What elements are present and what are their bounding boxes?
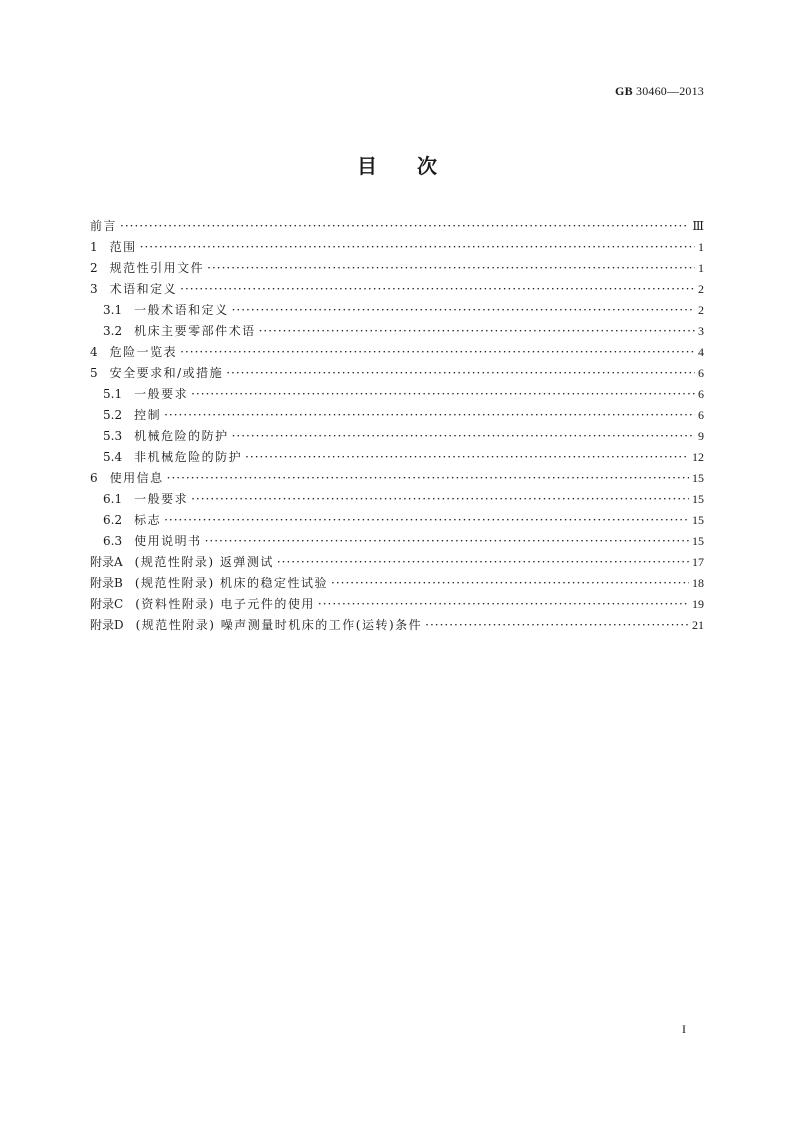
toc-entry-page: 2 xyxy=(698,303,704,317)
toc-entry-page: 21 xyxy=(692,618,704,632)
toc-entry-number: 1 xyxy=(90,240,98,254)
standard-code xyxy=(615,84,704,99)
dot-leader xyxy=(140,237,695,258)
toc-entry-title: (规范性附录) 噪声测量时机床的工作(运转)条件 xyxy=(135,618,423,632)
dot-leader xyxy=(164,405,695,426)
toc-entry-title: 前言 xyxy=(90,219,118,233)
toc-entry-number: 附录D xyxy=(90,618,124,632)
dot-leader xyxy=(207,258,695,279)
toc-entry-page: 1 xyxy=(698,240,704,254)
toc-entry[interactable] xyxy=(90,468,704,489)
toc-entry[interactable] xyxy=(90,615,704,636)
toc-entry-title: 规范性引用文件 xyxy=(109,261,205,275)
toc-entry-title: 机械危险的防护 xyxy=(134,429,229,443)
toc-entry-page: 6 xyxy=(698,387,704,401)
table-of-contents xyxy=(90,216,704,636)
toc-entry[interactable] xyxy=(90,531,704,552)
toc-entry-page: 1 xyxy=(698,261,704,275)
toc-entry-page: 6 xyxy=(698,408,704,422)
toc-entry-page: 15 xyxy=(692,471,704,485)
toc-entry-number: 6 xyxy=(90,471,98,485)
toc-entry[interactable] xyxy=(90,489,704,510)
toc-entry[interactable] xyxy=(90,384,704,405)
toc-entry-title: 一般要求 xyxy=(134,492,189,506)
toc-entry[interactable] xyxy=(90,426,704,447)
toc-entry[interactable] xyxy=(90,279,704,300)
toc-entry-title: 危险一览表 xyxy=(109,345,178,359)
dot-leader xyxy=(245,447,689,468)
toc-entry-page: 2 xyxy=(698,282,704,296)
toc-entry[interactable] xyxy=(90,237,704,258)
toc-entry-number: 5.3 xyxy=(103,429,123,443)
toc-entry-title: 一般术语和定义 xyxy=(134,303,229,317)
dot-leader xyxy=(425,615,689,636)
toc-entry-page: 9 xyxy=(698,429,704,443)
dot-leader xyxy=(164,510,689,531)
toc-entry-title: 范围 xyxy=(109,240,137,254)
toc-entry-title: 一般要求 xyxy=(134,387,189,401)
toc-entry[interactable] xyxy=(90,405,704,426)
toc-entry-title: 术语和定义 xyxy=(109,282,178,296)
toc-entry[interactable] xyxy=(90,300,704,321)
toc-entry-title: 非机械危险的防护 xyxy=(134,450,243,464)
toc-entry-title: 控制 xyxy=(134,408,162,422)
dot-leader xyxy=(232,300,695,321)
toc-entry-title: 使用说明书 xyxy=(134,534,202,548)
toc-entry-page: 12 xyxy=(692,450,704,464)
toc-entry-number: 6.1 xyxy=(103,492,123,506)
toc-entry-page: 15 xyxy=(692,492,704,506)
page-number: I xyxy=(682,1022,686,1036)
standard-prefix: GB xyxy=(615,84,633,98)
toc-entry-number: 附录A xyxy=(90,555,123,569)
dot-leader xyxy=(226,363,695,384)
dot-leader xyxy=(259,321,695,342)
toc-entry[interactable] xyxy=(90,552,704,573)
toc-entry-page: 15 xyxy=(692,513,704,527)
dot-leader xyxy=(232,426,695,447)
toc-entry-number: 5.1 xyxy=(103,387,123,401)
dot-leader xyxy=(180,279,695,300)
standard-number: 30460—2013 xyxy=(636,84,704,98)
toc-entry[interactable] xyxy=(90,447,704,468)
toc-entry-page: Ⅲ xyxy=(692,219,704,233)
toc-entry-title: 标志 xyxy=(134,513,162,527)
toc-entry-title: (规范性附录) 返弹测试 xyxy=(134,555,274,569)
toc-entry-page: 18 xyxy=(692,576,704,590)
dot-leader xyxy=(277,552,689,573)
toc-entry-page: 19 xyxy=(692,597,704,611)
toc-entry-number: 附录C xyxy=(90,597,124,611)
toc-entry-number: 3.2 xyxy=(103,324,123,338)
toc-entry-page: 6 xyxy=(698,366,704,380)
toc-entry-title: 使用信息 xyxy=(109,471,164,485)
toc-entry-title: (规范性附录) 机床的稳定性试验 xyxy=(134,576,329,590)
toc-entry-number: 6.2 xyxy=(103,513,123,527)
toc-entry-title: (资料性附录) 电子元件的使用 xyxy=(135,597,315,611)
toc-entry-number: 2 xyxy=(90,261,98,275)
toc-entry-page: 3 xyxy=(698,324,704,338)
toc-entry[interactable] xyxy=(90,363,704,384)
dot-leader xyxy=(167,468,689,489)
toc-entry-number: 5.4 xyxy=(103,450,123,464)
toc-entry-number: 3.1 xyxy=(103,303,123,317)
toc-entry-number: 3 xyxy=(90,282,98,296)
toc-entry-title: 机床主要零部件术语 xyxy=(134,324,256,338)
dot-leader xyxy=(191,384,695,405)
toc-entry-number: 6.3 xyxy=(103,534,123,548)
dot-leader xyxy=(120,216,689,237)
toc-entry[interactable] xyxy=(90,594,704,615)
toc-entry-number: 4 xyxy=(90,345,98,359)
toc-entry-number: 5.2 xyxy=(103,408,123,422)
toc-entry-number: 附录B xyxy=(90,576,123,590)
toc-entry[interactable] xyxy=(90,258,704,279)
toc-entry-page: 4 xyxy=(698,345,704,359)
toc-entry[interactable] xyxy=(90,510,704,531)
page-title: 目次 xyxy=(357,154,477,178)
dot-leader xyxy=(191,489,689,510)
dot-leader xyxy=(180,342,695,363)
toc-entry[interactable] xyxy=(90,216,704,237)
toc-entry-page: 15 xyxy=(692,534,704,548)
toc-entry[interactable] xyxy=(90,342,704,363)
dot-leader xyxy=(205,531,689,552)
toc-entry-title: 安全要求和/或措施 xyxy=(109,366,224,380)
toc-entry-page: 17 xyxy=(692,555,704,569)
dot-leader xyxy=(331,573,689,594)
dot-leader xyxy=(318,594,689,615)
toc-entry[interactable] xyxy=(90,321,704,342)
toc-entry[interactable] xyxy=(90,573,704,594)
toc-entry-number: 5 xyxy=(90,366,98,380)
